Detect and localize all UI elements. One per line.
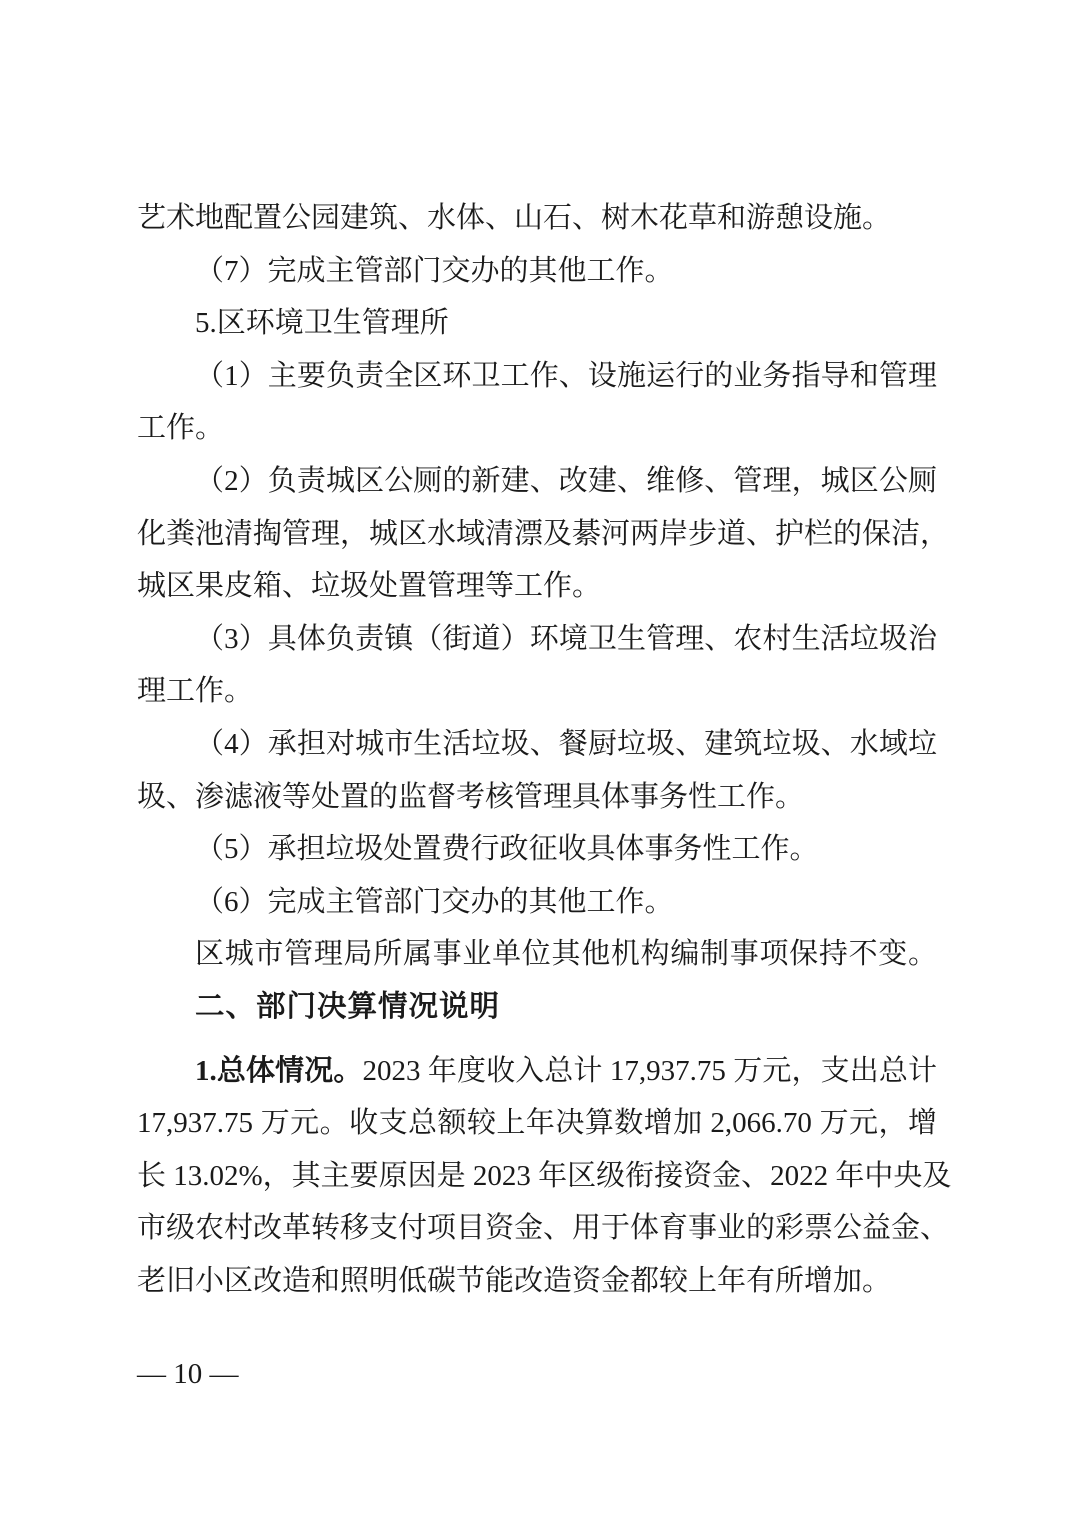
paragraph-line: （6）完成主管部门交办的其他工作。 — [195, 885, 674, 918]
subsection-title: 5.区环境卫生管理所 — [195, 307, 449, 340]
paragraph-line: 工作。 — [137, 412, 225, 445]
section-heading: 二、部门决算情况说明 — [195, 989, 501, 1023]
paragraph-line: 圾、渗滤液等处置的监督考核管理具体事务性工作。 — [137, 780, 805, 813]
page-number: — 10 — — [137, 1358, 239, 1390]
paragraph-line: 17,937.75 万元。收支总额较上年决算数增加 2,066.70 万元，增 — [137, 1107, 937, 1140]
run-regular: 2023 年度收入总计 17,937.75 万元，支出总计 — [362, 1054, 937, 1087]
paragraph-line: （4）承担对城市生活垃圾、餐厨垃圾、建筑垃圾、水域垃 — [195, 727, 937, 760]
paragraph-line: 理工作。 — [137, 675, 254, 708]
paragraph-line: （7）完成主管部门交办的其他工作。 — [195, 254, 674, 287]
paragraph-line: 区城市管理局所属事业单位其他机构编制事项保持不变。 — [195, 938, 937, 971]
paragraph-line: 老旧小区改造和照明低碳节能改造资金都较上年有所增加。 — [137, 1264, 892, 1297]
paragraph-line: 城区果皮箱、垃圾处置管理等工作。 — [137, 570, 602, 603]
paragraph-line: （3）具体负责镇（街道）环境卫生管理、农村生活垃圾治 — [195, 622, 937, 655]
paragraph-line: （2）负责城区公厕的新建、改建、维修、管理，城区公厕 — [195, 464, 937, 497]
paragraph-line — [137, 1045, 937, 1098]
paragraph-line: （1）主要负责全区环卫工作、设施运行的业务指导和管理 — [195, 359, 937, 392]
paragraph-line: 化粪池清掏管理，城区水域清漂及綦河两岸步道、护栏的保洁， — [137, 517, 950, 550]
paragraph-line: （5）承担垃圾处置费行政征收具体事务性工作。 — [195, 833, 819, 866]
paragraph-line: 市级农村改革转移支付项目资金、用于体育事业的彩票公益金、 — [137, 1212, 950, 1245]
run-bold-lead: 1.总体情况。 — [195, 1054, 363, 1087]
paragraph-line: 艺术地配置公园建筑、水体、山石、树木花草和游憩设施。 — [137, 202, 892, 234]
document-body — [137, 192, 952, 1307]
paragraph-line: 长 13.02%，其主要原因是 2023 年区级衔接资金、2022 年中央及 — [137, 1159, 952, 1192]
